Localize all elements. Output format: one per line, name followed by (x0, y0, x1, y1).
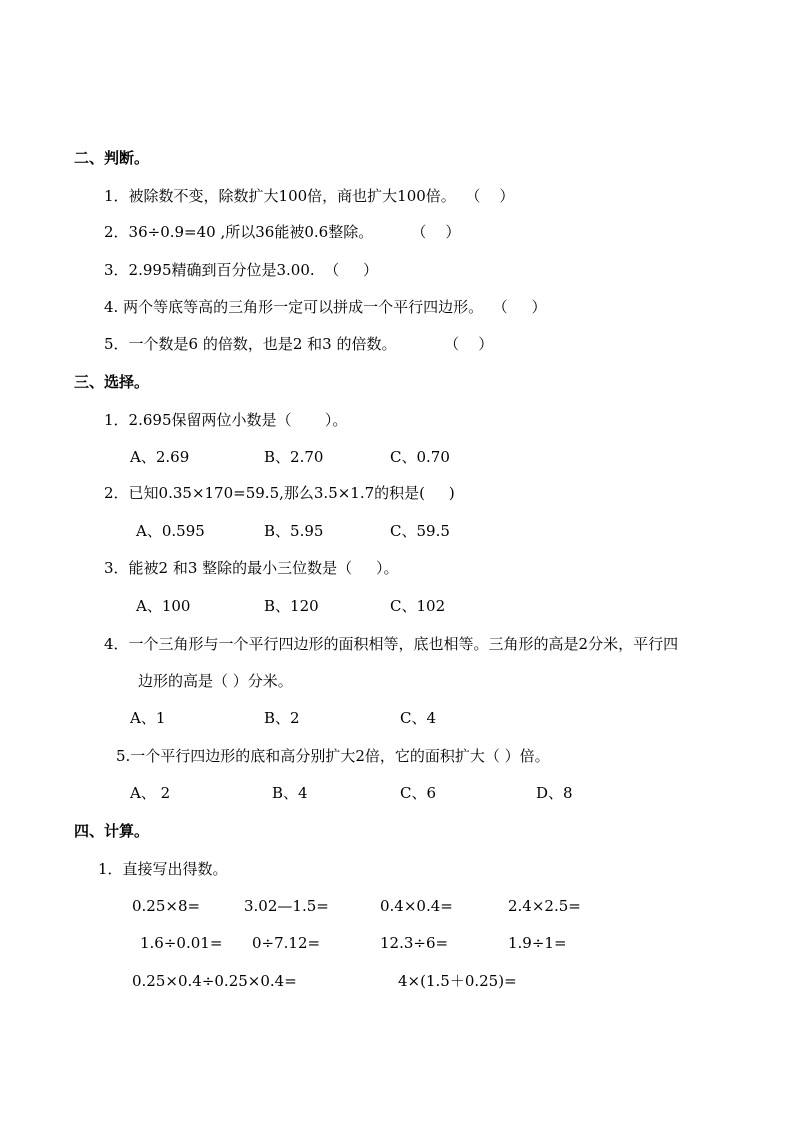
choice-option: A、 2 (130, 784, 171, 802)
choice-option: C、0.70 (390, 448, 450, 466)
choice-question-4-cont: 边形的高是（ ）分米。 (138, 672, 293, 690)
choice-question-2: 2．已知0.35×170=59.5,那么3.5×1.7的积是( ) (104, 484, 455, 502)
judgment-item-2: 2．36÷0.9=40 ,所以36能被0.6整除。 （ ） (104, 223, 461, 241)
judgment-item-5: 5．一个数是6 的倍数，也是2 和3 的倍数。 （ ） (104, 335, 494, 353)
choice-option: A、0.595 (136, 522, 205, 540)
calc-expression: 1.9÷1= (508, 934, 567, 952)
choice-option: C、6 (400, 784, 437, 802)
choice-option: B、4 (272, 784, 308, 802)
calc-expression: 0.25×0.4÷0.25×0.4= (132, 972, 297, 990)
choice-question-3: 3．能被2 和3 整除的最小三位数是（ ）。 (104, 559, 399, 577)
choice-option: C、4 (400, 709, 437, 727)
calc-expression: 4×(1.5＋0.25)= (398, 972, 517, 990)
calc-expression: 0÷7.12= (252, 934, 321, 952)
choice-option: A、1 (130, 709, 166, 727)
choice-option: A、100 (136, 597, 191, 615)
choice-option: B、2 (264, 709, 300, 727)
choice-option: B、2.70 (264, 448, 324, 466)
calc-expression: 12.3÷6= (380, 934, 449, 952)
choice-option: C、59.5 (390, 522, 450, 540)
choice-question-4: 4．一个三角形与一个平行四边形的面积相等，底也相等。三角形的高是2分米，平行四 (104, 635, 679, 653)
calculation-subtitle: 1．直接写出得数。 (98, 860, 228, 878)
calc-expression: 3.02—1.5= (244, 897, 329, 915)
section-title-judgment: 二、判断。 (74, 149, 150, 167)
choice-question-1: 1．2.695保留两位小数是（ ）。 (104, 411, 348, 429)
judgment-item-3: 3．2.995精确到百分位是3.00. （ ） (104, 261, 379, 279)
choice-option: A、2.69 (130, 448, 190, 466)
calc-expression: 1.6÷0.01= (140, 934, 223, 952)
calc-expression: 0.25×8= (132, 897, 201, 915)
section-title-choice: 三、选择。 (74, 373, 150, 391)
choice-option: C、102 (390, 597, 446, 615)
choice-option: B、5.95 (264, 522, 324, 540)
calc-expression: 2.4×2.5= (508, 897, 581, 915)
judgment-item-4: 4. 两个等底等高的三角形一定可以拼成一个平行四边形。 （ ） (104, 298, 547, 316)
choice-question-5: 5.一个平行四边形的底和高分别扩大2倍，它的面积扩大（ ）倍。 (116, 747, 550, 765)
section-title-calculation: 四、计算。 (74, 822, 150, 840)
judgment-item-1: 1．被除数不变，除数扩大100倍，商也扩大100倍。 （ ） (104, 187, 515, 205)
calc-expression: 0.4×0.4= (380, 897, 453, 915)
choice-option: D、8 (536, 784, 573, 802)
choice-option: B、120 (264, 597, 319, 615)
